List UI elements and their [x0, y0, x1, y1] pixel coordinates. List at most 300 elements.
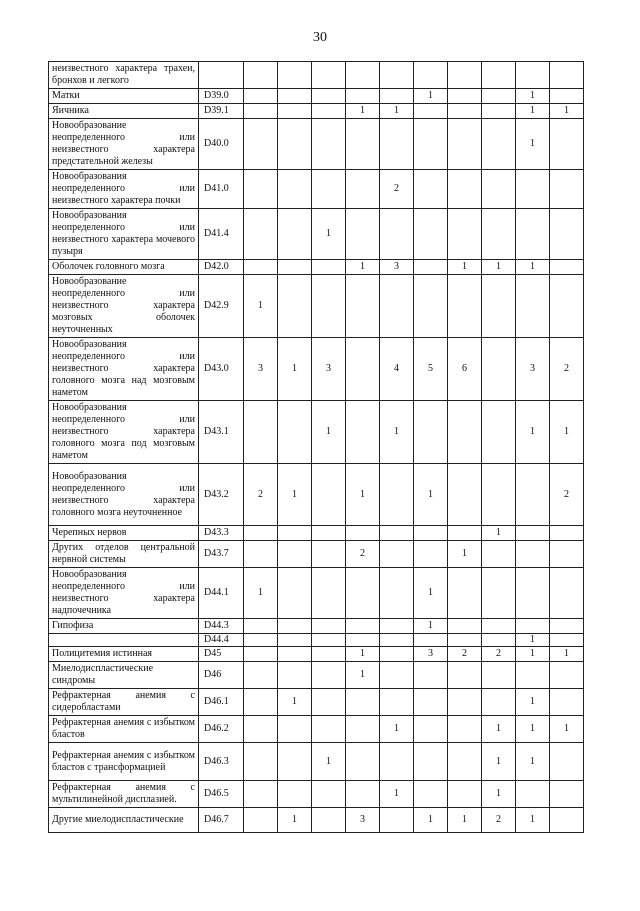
- table-row: [49, 89, 584, 104]
- diagnosis-name-cell: Яичника: [49, 104, 199, 119]
- count-cell: 1: [414, 464, 448, 526]
- count-cell: [482, 119, 516, 170]
- table-row: [49, 119, 584, 170]
- table-row: [49, 401, 584, 464]
- diagnosis-name-cell: Новообразования неопределенного или неизвестного характера головного мозга неуточненное: [49, 464, 199, 526]
- count-cell: 2: [448, 647, 482, 662]
- count-cell: [448, 275, 482, 338]
- count-cell: 2: [380, 170, 414, 209]
- count-cell: [244, 808, 278, 833]
- count-cell: [244, 647, 278, 662]
- table-row: [49, 619, 584, 634]
- count-cell: [516, 170, 550, 209]
- count-cell: [448, 689, 482, 716]
- count-cell: [482, 689, 516, 716]
- icd-code-cell: D39.1: [199, 104, 244, 119]
- count-cell: 1: [516, 743, 550, 781]
- count-cell: 3: [516, 338, 550, 401]
- count-cell: 1: [516, 634, 550, 647]
- count-cell: [312, 619, 346, 634]
- count-cell: [550, 743, 584, 781]
- count-cell: [380, 62, 414, 89]
- count-cell: 1: [346, 662, 380, 689]
- table-row: [49, 634, 584, 647]
- count-cell: 6: [448, 338, 482, 401]
- count-cell: 1: [482, 743, 516, 781]
- count-cell: [346, 209, 380, 260]
- table-row: [49, 275, 584, 338]
- count-cell: [380, 209, 414, 260]
- count-cell: [244, 541, 278, 568]
- count-cell: 3: [414, 647, 448, 662]
- table-row: [49, 541, 584, 568]
- count-cell: [482, 275, 516, 338]
- count-cell: [448, 781, 482, 808]
- count-cell: [414, 119, 448, 170]
- count-cell: 5: [414, 338, 448, 401]
- table-row: [49, 781, 584, 808]
- count-cell: [414, 541, 448, 568]
- icd-code-cell: D46: [199, 662, 244, 689]
- count-cell: [380, 275, 414, 338]
- count-cell: [448, 662, 482, 689]
- count-cell: [380, 808, 414, 833]
- count-cell: 2: [346, 541, 380, 568]
- count-cell: [448, 743, 482, 781]
- count-cell: [550, 89, 584, 104]
- table-row: [49, 260, 584, 275]
- diagnosis-name-cell: Рефрактерная анемия с избытком бластов с трансформацией: [49, 743, 199, 781]
- count-cell: [312, 662, 346, 689]
- count-cell: [312, 689, 346, 716]
- icd-code-cell: D46.2: [199, 716, 244, 743]
- count-cell: 1: [448, 260, 482, 275]
- count-cell: [312, 62, 346, 89]
- count-cell: [278, 716, 312, 743]
- count-cell: [482, 619, 516, 634]
- count-cell: [346, 568, 380, 619]
- count-cell: [312, 526, 346, 541]
- count-cell: 1: [414, 808, 448, 833]
- count-cell: [244, 260, 278, 275]
- count-cell: [244, 781, 278, 808]
- count-cell: 1: [516, 89, 550, 104]
- count-cell: [414, 209, 448, 260]
- count-cell: 1: [482, 716, 516, 743]
- count-cell: [346, 170, 380, 209]
- diagnosis-name-cell: Матки: [49, 89, 199, 104]
- count-cell: 1: [516, 401, 550, 464]
- count-cell: 1: [482, 526, 516, 541]
- count-cell: [380, 464, 414, 526]
- count-cell: [244, 634, 278, 647]
- count-cell: [448, 568, 482, 619]
- count-cell: 1: [516, 647, 550, 662]
- count-cell: [516, 619, 550, 634]
- count-cell: [312, 104, 346, 119]
- count-cell: [550, 541, 584, 568]
- count-cell: [550, 808, 584, 833]
- count-cell: 3: [312, 338, 346, 401]
- count-cell: [448, 89, 482, 104]
- count-cell: 1: [312, 743, 346, 781]
- count-cell: [414, 689, 448, 716]
- count-cell: [448, 62, 482, 89]
- count-cell: 1: [516, 119, 550, 170]
- count-cell: [482, 62, 516, 89]
- count-cell: [550, 119, 584, 170]
- count-cell: [244, 119, 278, 170]
- count-cell: [482, 568, 516, 619]
- table-row: [49, 338, 584, 401]
- count-cell: [516, 781, 550, 808]
- icd-code-cell: D44.3: [199, 619, 244, 634]
- count-cell: 3: [380, 260, 414, 275]
- count-cell: [244, 209, 278, 260]
- count-cell: [414, 716, 448, 743]
- count-cell: 1: [380, 104, 414, 119]
- count-cell: 1: [380, 781, 414, 808]
- count-cell: [448, 716, 482, 743]
- count-cell: [312, 634, 346, 647]
- diagnosis-name-cell: [49, 634, 199, 647]
- count-cell: [482, 541, 516, 568]
- count-cell: [244, 716, 278, 743]
- count-cell: [346, 743, 380, 781]
- count-cell: [278, 568, 312, 619]
- count-cell: [448, 634, 482, 647]
- count-cell: 4: [380, 338, 414, 401]
- count-cell: [448, 209, 482, 260]
- count-cell: [244, 170, 278, 209]
- count-cell: [516, 62, 550, 89]
- count-cell: [278, 104, 312, 119]
- icd-code-cell: D46.7: [199, 808, 244, 833]
- count-cell: 1: [346, 260, 380, 275]
- diagnosis-name-cell: Новообразования неопределенного или неизвестного характера надпочечника: [49, 568, 199, 619]
- icd-code-cell: D46.3: [199, 743, 244, 781]
- count-cell: 1: [414, 89, 448, 104]
- table-row: [49, 568, 584, 619]
- table-row: [49, 647, 584, 662]
- count-cell: [278, 647, 312, 662]
- count-cell: 2: [482, 808, 516, 833]
- count-cell: [448, 119, 482, 170]
- table-body: [49, 62, 584, 833]
- count-cell: 1: [244, 275, 278, 338]
- count-cell: [278, 541, 312, 568]
- count-cell: [482, 209, 516, 260]
- table-row: [49, 743, 584, 781]
- icd-code-cell: D43.1: [199, 401, 244, 464]
- count-cell: [414, 634, 448, 647]
- count-cell: 1: [448, 541, 482, 568]
- count-cell: 1: [346, 464, 380, 526]
- count-cell: 1: [550, 716, 584, 743]
- count-cell: [448, 526, 482, 541]
- count-cell: 1: [516, 716, 550, 743]
- count-cell: [516, 526, 550, 541]
- count-cell: [516, 541, 550, 568]
- count-cell: 1: [516, 260, 550, 275]
- count-cell: [278, 275, 312, 338]
- table-row: [49, 62, 584, 89]
- count-cell: [516, 209, 550, 260]
- page-number: 30: [313, 30, 327, 45]
- count-cell: [278, 170, 312, 209]
- count-cell: [278, 781, 312, 808]
- count-cell: [414, 401, 448, 464]
- table-row: [49, 662, 584, 689]
- count-cell: [482, 401, 516, 464]
- count-cell: 1: [380, 401, 414, 464]
- count-cell: [550, 62, 584, 89]
- table-row: [49, 526, 584, 541]
- count-cell: [482, 634, 516, 647]
- count-cell: [346, 634, 380, 647]
- diagnosis-name-cell: Рефрактерная анемия с мультилинейной дисплазией.: [49, 781, 199, 808]
- table-row: [49, 808, 584, 833]
- count-cell: [278, 401, 312, 464]
- table-row: [49, 464, 584, 526]
- count-cell: [550, 170, 584, 209]
- icd-code-cell: D42.9: [199, 275, 244, 338]
- count-cell: 1: [550, 647, 584, 662]
- count-cell: [346, 526, 380, 541]
- count-cell: 1: [414, 568, 448, 619]
- diagnosis-name-cell: Новообразование неопределенного или неизвестного характера предстательной железы: [49, 119, 199, 170]
- count-cell: [414, 662, 448, 689]
- count-cell: 2: [244, 464, 278, 526]
- count-cell: [380, 89, 414, 104]
- count-cell: [244, 401, 278, 464]
- count-cell: [550, 781, 584, 808]
- count-cell: [346, 716, 380, 743]
- table-row: [49, 170, 584, 209]
- count-cell: 1: [278, 808, 312, 833]
- diagnosis-name-cell: Рефрактерная анемия с сидеробластами: [49, 689, 199, 716]
- icd-code-cell: D39.0: [199, 89, 244, 104]
- diagnosis-name-cell: Новообразование неопределенного или неизвестного характера мозговых оболочек неуточненных: [49, 275, 199, 338]
- count-cell: [278, 119, 312, 170]
- count-cell: 2: [550, 464, 584, 526]
- count-cell: [448, 619, 482, 634]
- count-cell: [346, 62, 380, 89]
- count-cell: [550, 209, 584, 260]
- icd-code-cell: [199, 62, 244, 89]
- diagnosis-name-cell: Рефрактерная анемия с избытком бластов: [49, 716, 199, 743]
- count-cell: [482, 170, 516, 209]
- count-cell: [278, 743, 312, 781]
- count-cell: [516, 662, 550, 689]
- count-cell: [380, 689, 414, 716]
- diagnosis-name-cell: Другие миелодиспластические: [49, 808, 199, 833]
- icd-code-cell: D46.1: [199, 689, 244, 716]
- count-cell: 1: [448, 808, 482, 833]
- count-cell: [516, 275, 550, 338]
- count-cell: 1: [380, 716, 414, 743]
- count-cell: [482, 104, 516, 119]
- count-cell: [312, 781, 346, 808]
- diagnosis-name-cell: Новообразования неопределенного или неизвестного характера головного мозга над мозговым наметом: [49, 338, 199, 401]
- count-cell: [380, 743, 414, 781]
- count-cell: [448, 401, 482, 464]
- count-cell: [482, 89, 516, 104]
- count-cell: [244, 526, 278, 541]
- diagnosis-name-cell: Полицитемия истинная: [49, 647, 199, 662]
- diagnosis-name-cell: Других отделов центральной нервной системы: [49, 541, 199, 568]
- icd-code-cell: D43.2: [199, 464, 244, 526]
- count-cell: [312, 119, 346, 170]
- count-cell: [482, 662, 516, 689]
- icd-code-cell: D43.0: [199, 338, 244, 401]
- count-cell: [550, 275, 584, 338]
- diagnosis-name-cell: Новообразования неопределенного или неизвестного характера головного мозга под мозговым наметом: [49, 401, 199, 464]
- count-cell: [414, 170, 448, 209]
- count-cell: [278, 526, 312, 541]
- count-cell: [346, 119, 380, 170]
- count-cell: [278, 634, 312, 647]
- count-cell: 3: [244, 338, 278, 401]
- icd-code-cell: D43.3: [199, 526, 244, 541]
- count-cell: 1: [550, 104, 584, 119]
- count-cell: [380, 634, 414, 647]
- table-row: [49, 209, 584, 260]
- count-cell: [244, 689, 278, 716]
- count-cell: [346, 338, 380, 401]
- icd-code-cell: D41.0: [199, 170, 244, 209]
- count-cell: [516, 464, 550, 526]
- icd-code-cell: D44.1: [199, 568, 244, 619]
- icd-code-cell: D46.5: [199, 781, 244, 808]
- count-cell: [414, 526, 448, 541]
- icd-code-cell: D44.4: [199, 634, 244, 647]
- count-cell: 1: [278, 464, 312, 526]
- count-cell: [380, 568, 414, 619]
- count-cell: [312, 808, 346, 833]
- count-cell: [448, 464, 482, 526]
- count-cell: [244, 743, 278, 781]
- icd-code-cell: D40.0: [199, 119, 244, 170]
- count-cell: 1: [550, 401, 584, 464]
- count-cell: [380, 541, 414, 568]
- count-cell: [380, 662, 414, 689]
- count-cell: [312, 541, 346, 568]
- count-cell: 1: [414, 619, 448, 634]
- count-cell: 1: [244, 568, 278, 619]
- count-cell: [414, 104, 448, 119]
- count-cell: [482, 338, 516, 401]
- count-cell: [244, 62, 278, 89]
- count-cell: [346, 89, 380, 104]
- count-cell: [550, 568, 584, 619]
- count-cell: [516, 568, 550, 619]
- count-cell: [312, 568, 346, 619]
- table-row: [49, 689, 584, 716]
- count-cell: [414, 62, 448, 89]
- count-cell: 1: [482, 781, 516, 808]
- count-cell: [278, 62, 312, 89]
- count-cell: [448, 104, 482, 119]
- count-cell: [278, 662, 312, 689]
- diagnosis-name-cell: Черепных нервов: [49, 526, 199, 541]
- icd-code-cell: D42.0: [199, 260, 244, 275]
- count-cell: [312, 647, 346, 662]
- count-cell: [244, 619, 278, 634]
- count-cell: [550, 662, 584, 689]
- count-cell: 1: [346, 647, 380, 662]
- table-row: [49, 716, 584, 743]
- count-cell: [346, 401, 380, 464]
- count-cell: [312, 464, 346, 526]
- count-cell: [346, 275, 380, 338]
- count-cell: [380, 526, 414, 541]
- count-cell: 1: [516, 808, 550, 833]
- count-cell: [346, 619, 380, 634]
- icd-code-cell: D43.7: [199, 541, 244, 568]
- count-cell: [414, 260, 448, 275]
- count-cell: [550, 689, 584, 716]
- count-cell: [414, 743, 448, 781]
- count-cell: 1: [312, 401, 346, 464]
- count-cell: 1: [516, 104, 550, 119]
- count-cell: [550, 260, 584, 275]
- icd-code-cell: D45: [199, 647, 244, 662]
- count-cell: 1: [278, 689, 312, 716]
- count-cell: [550, 619, 584, 634]
- count-cell: 1: [278, 338, 312, 401]
- count-cell: [414, 275, 448, 338]
- count-cell: [312, 275, 346, 338]
- diagnosis-name-cell: Гипофиза: [49, 619, 199, 634]
- diagnosis-name-cell: Новообразования неопределенного или неизвестного характера мочевого пузыря: [49, 209, 199, 260]
- count-cell: [550, 634, 584, 647]
- count-cell: [482, 464, 516, 526]
- count-cell: 1: [312, 209, 346, 260]
- count-cell: 1: [516, 689, 550, 716]
- count-cell: [278, 619, 312, 634]
- count-cell: [244, 662, 278, 689]
- count-cell: [380, 119, 414, 170]
- count-cell: [278, 89, 312, 104]
- count-cell: [380, 647, 414, 662]
- count-cell: [312, 89, 346, 104]
- count-cell: 1: [482, 260, 516, 275]
- count-cell: [278, 209, 312, 260]
- count-cell: 2: [550, 338, 584, 401]
- count-cell: [312, 260, 346, 275]
- count-cell: [414, 781, 448, 808]
- count-cell: [346, 781, 380, 808]
- count-cell: [550, 526, 584, 541]
- count-cell: [346, 689, 380, 716]
- diagnosis-name-cell: Оболочек головного мозга: [49, 260, 199, 275]
- icd-code-cell: D41.4: [199, 209, 244, 260]
- diagnosis-name-cell: Новообразования неопределенного или неизвестного характера почки: [49, 170, 199, 209]
- count-cell: [244, 104, 278, 119]
- diagnosis-name-cell: Миелодиспластические синдромы: [49, 662, 199, 689]
- count-cell: [244, 89, 278, 104]
- diagnosis-name-cell: неизвестного характера трахеи, бронхов и легкого: [49, 62, 199, 89]
- count-cell: [312, 170, 346, 209]
- count-cell: [380, 619, 414, 634]
- count-cell: [312, 716, 346, 743]
- table-row: [49, 104, 584, 119]
- count-cell: 2: [482, 647, 516, 662]
- count-cell: 1: [346, 104, 380, 119]
- count-cell: [448, 170, 482, 209]
- count-cell: [278, 260, 312, 275]
